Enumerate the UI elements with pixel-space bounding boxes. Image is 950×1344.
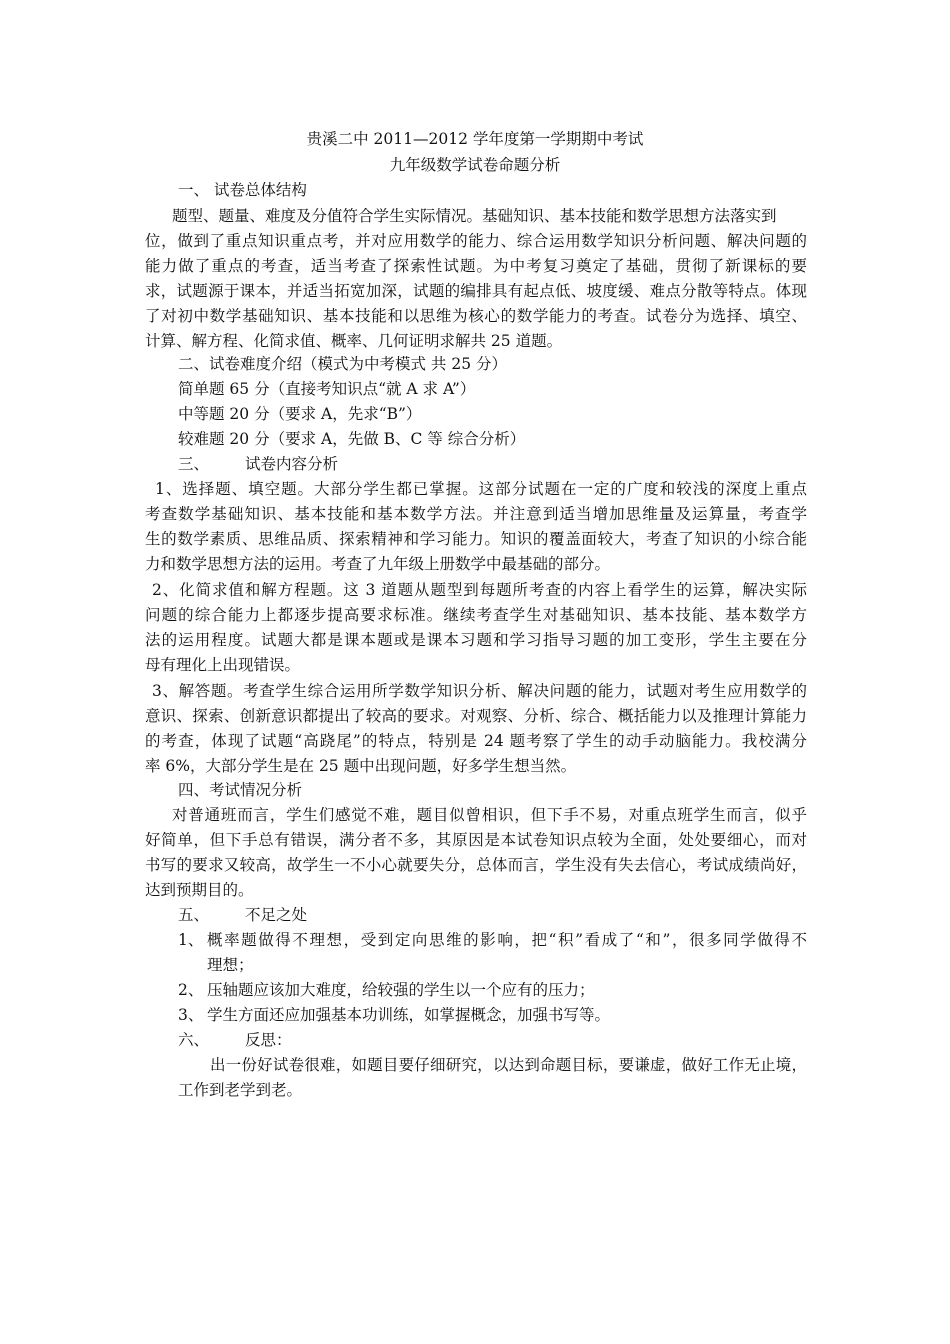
section-6-heading-number: 六、 xyxy=(178,1031,210,1049)
document-title: 贵溪二中 2011—2012 学年度第一学期期中考试 xyxy=(306,130,644,148)
shortcoming-text: 压轴题应该加大难度，给较强的学生以一个应有的压力； xyxy=(207,981,595,999)
section-5-heading-text: 不足之处 xyxy=(245,906,308,924)
document-subtitle: 九年级数学试卷命题分析 xyxy=(389,156,561,174)
shortcoming-text-continued: 理想； xyxy=(207,956,254,974)
section-1-line: 了对初中数学基础知识、基本技能和以思维为核心的数学能力的考查。试卷分为选择、填空、 xyxy=(145,307,807,325)
section-3-para-2-line: 2、化简求值和解方程题。这 3 道题从题型到每题所考查的内容上看学生的运算，解决实际 xyxy=(152,581,807,599)
section-3-para-1-line: 1、选择题、填空题。大部分学生都已掌握。这部分试题在一定的广度和较浅的深度上重点 xyxy=(155,480,807,498)
section-3-para-2-line: 法的运用程度。试题大都是课本题或是课本习题和学习指导习题的加工变形，学生主要在分 xyxy=(145,631,807,649)
section-3-para-1-line: 考查数学基础知识、基本技能和基本数学方法。并注意到适当增加思维量及运算量，考查学 xyxy=(145,505,807,523)
shortcoming-number: 1、 xyxy=(178,931,204,949)
shortcoming-number: 3、 xyxy=(178,1006,204,1024)
section-5-heading-number: 五、 xyxy=(178,906,210,924)
section-3-para-3-line: 的考查，体现了试题“高跷尾”的特点，特别是 24 题考察了学生的动手动脑能力。我校满分 xyxy=(145,732,807,750)
section-4-line: 书写的要求又较高，故学生一不小心就要失分，总体而言，学生没有失去信心，考试成绩尚好， xyxy=(145,856,807,874)
section-6-heading-text: 反思： xyxy=(245,1031,292,1049)
section-3-heading-number: 三、 xyxy=(178,455,210,473)
section-1-heading: 一、 试卷总体结构 xyxy=(178,181,307,199)
difficulty-item: 简单题 65 分（直接考知识点“就 A 求 A”） xyxy=(178,380,476,398)
section-3-para-3-line: 3、解答题。考查学生综合运用所学数学知识分析、解决问题的能力，试题对考生应用数学的 xyxy=(152,682,807,700)
reflection-line: 工作到老学到老。 xyxy=(178,1081,303,1099)
section-3-para-1-line: 力和数学思想方法的运用。考查了九年级上册数学中最基础的部分。 xyxy=(145,555,611,573)
section-4-heading: 四、考试情况分析 xyxy=(178,781,303,799)
section-3-para-3-line: 率 6%，大部分学生是在 25 题中出现问题，好多学生想当然。 xyxy=(145,757,577,775)
reflection-line: 出一份好试卷很难，如题目要仔细研究，以达到命题目标，要谦虚，做好工作无止境， xyxy=(210,1056,807,1074)
section-3-heading-text: 试卷内容分析 xyxy=(245,455,339,473)
section-4-line: 对普通班而言，学生们感觉不难，题目似曾相识，但下手不易，对重点班学生而言，似乎 xyxy=(172,806,807,824)
section-2-heading: 二、试卷难度介绍（模式为中考模式 共 25 分） xyxy=(178,355,508,373)
shortcoming-number: 2、 xyxy=(178,981,204,999)
section-1-line: 计算、解方程、化简求值、概率、几何证明求解共 25 道题。 xyxy=(145,332,563,350)
section-3-para-2-line: 母有理化上出现错误。 xyxy=(145,656,301,674)
shortcoming-text: 学生方面还应加强基本功训练，如掌握概念，加强书写等。 xyxy=(207,1006,611,1024)
section-1-line: 题型、题量、难度及分值符合学生实际情况。基础知识、基本技能和数学思想方法落实到 xyxy=(172,207,777,225)
section-3-para-2-line: 问题的综合能力上都逐步提高要求标准。继续考查学生对基础知识、基本技能、基本数学方 xyxy=(145,606,807,624)
section-4-line: 达到预期目的。 xyxy=(145,881,254,899)
section-1-line: 能力做了重点的考查，适当考查了探索性试题。为中考复习奠定了基础，贯彻了新课标的要 xyxy=(145,257,807,275)
shortcoming-text: 概率题做得不理想，受到定向思维的影响，把“积”看成了“和”，很多同学做得不 xyxy=(207,931,807,949)
difficulty-item: 中等题 20 分（要求 A，先求“B”） xyxy=(178,405,422,423)
section-1-line: 位，做到了重点知识重点考，并对应用数学的能力、综合运用数学知识分析问题、解决问题的 xyxy=(145,232,807,250)
section-3-para-3-line: 意识、探索、创新意识都提出了较高的要求。对观察、分析、综合、概括能力以及推理计算能力 xyxy=(145,707,807,725)
difficulty-item: 较难题 20 分（要求 A，先做 B、C 等 综合分析） xyxy=(178,430,526,448)
section-1-line: 求，试题源于课本，并适当拓宽加深，试题的编排具有起点低、坡度缓、难点分散等特点。体现 xyxy=(145,282,807,300)
section-3-para-1-line: 生的数学素质、思维品质、探索精神和学习能力。知识的覆盖面较大，考查了知识的小综合能 xyxy=(145,530,807,548)
section-4-line: 好简单，但下手总有错误，满分者不多，其原因是本试卷知识点较为全面，处处要细心，而对 xyxy=(145,831,807,849)
